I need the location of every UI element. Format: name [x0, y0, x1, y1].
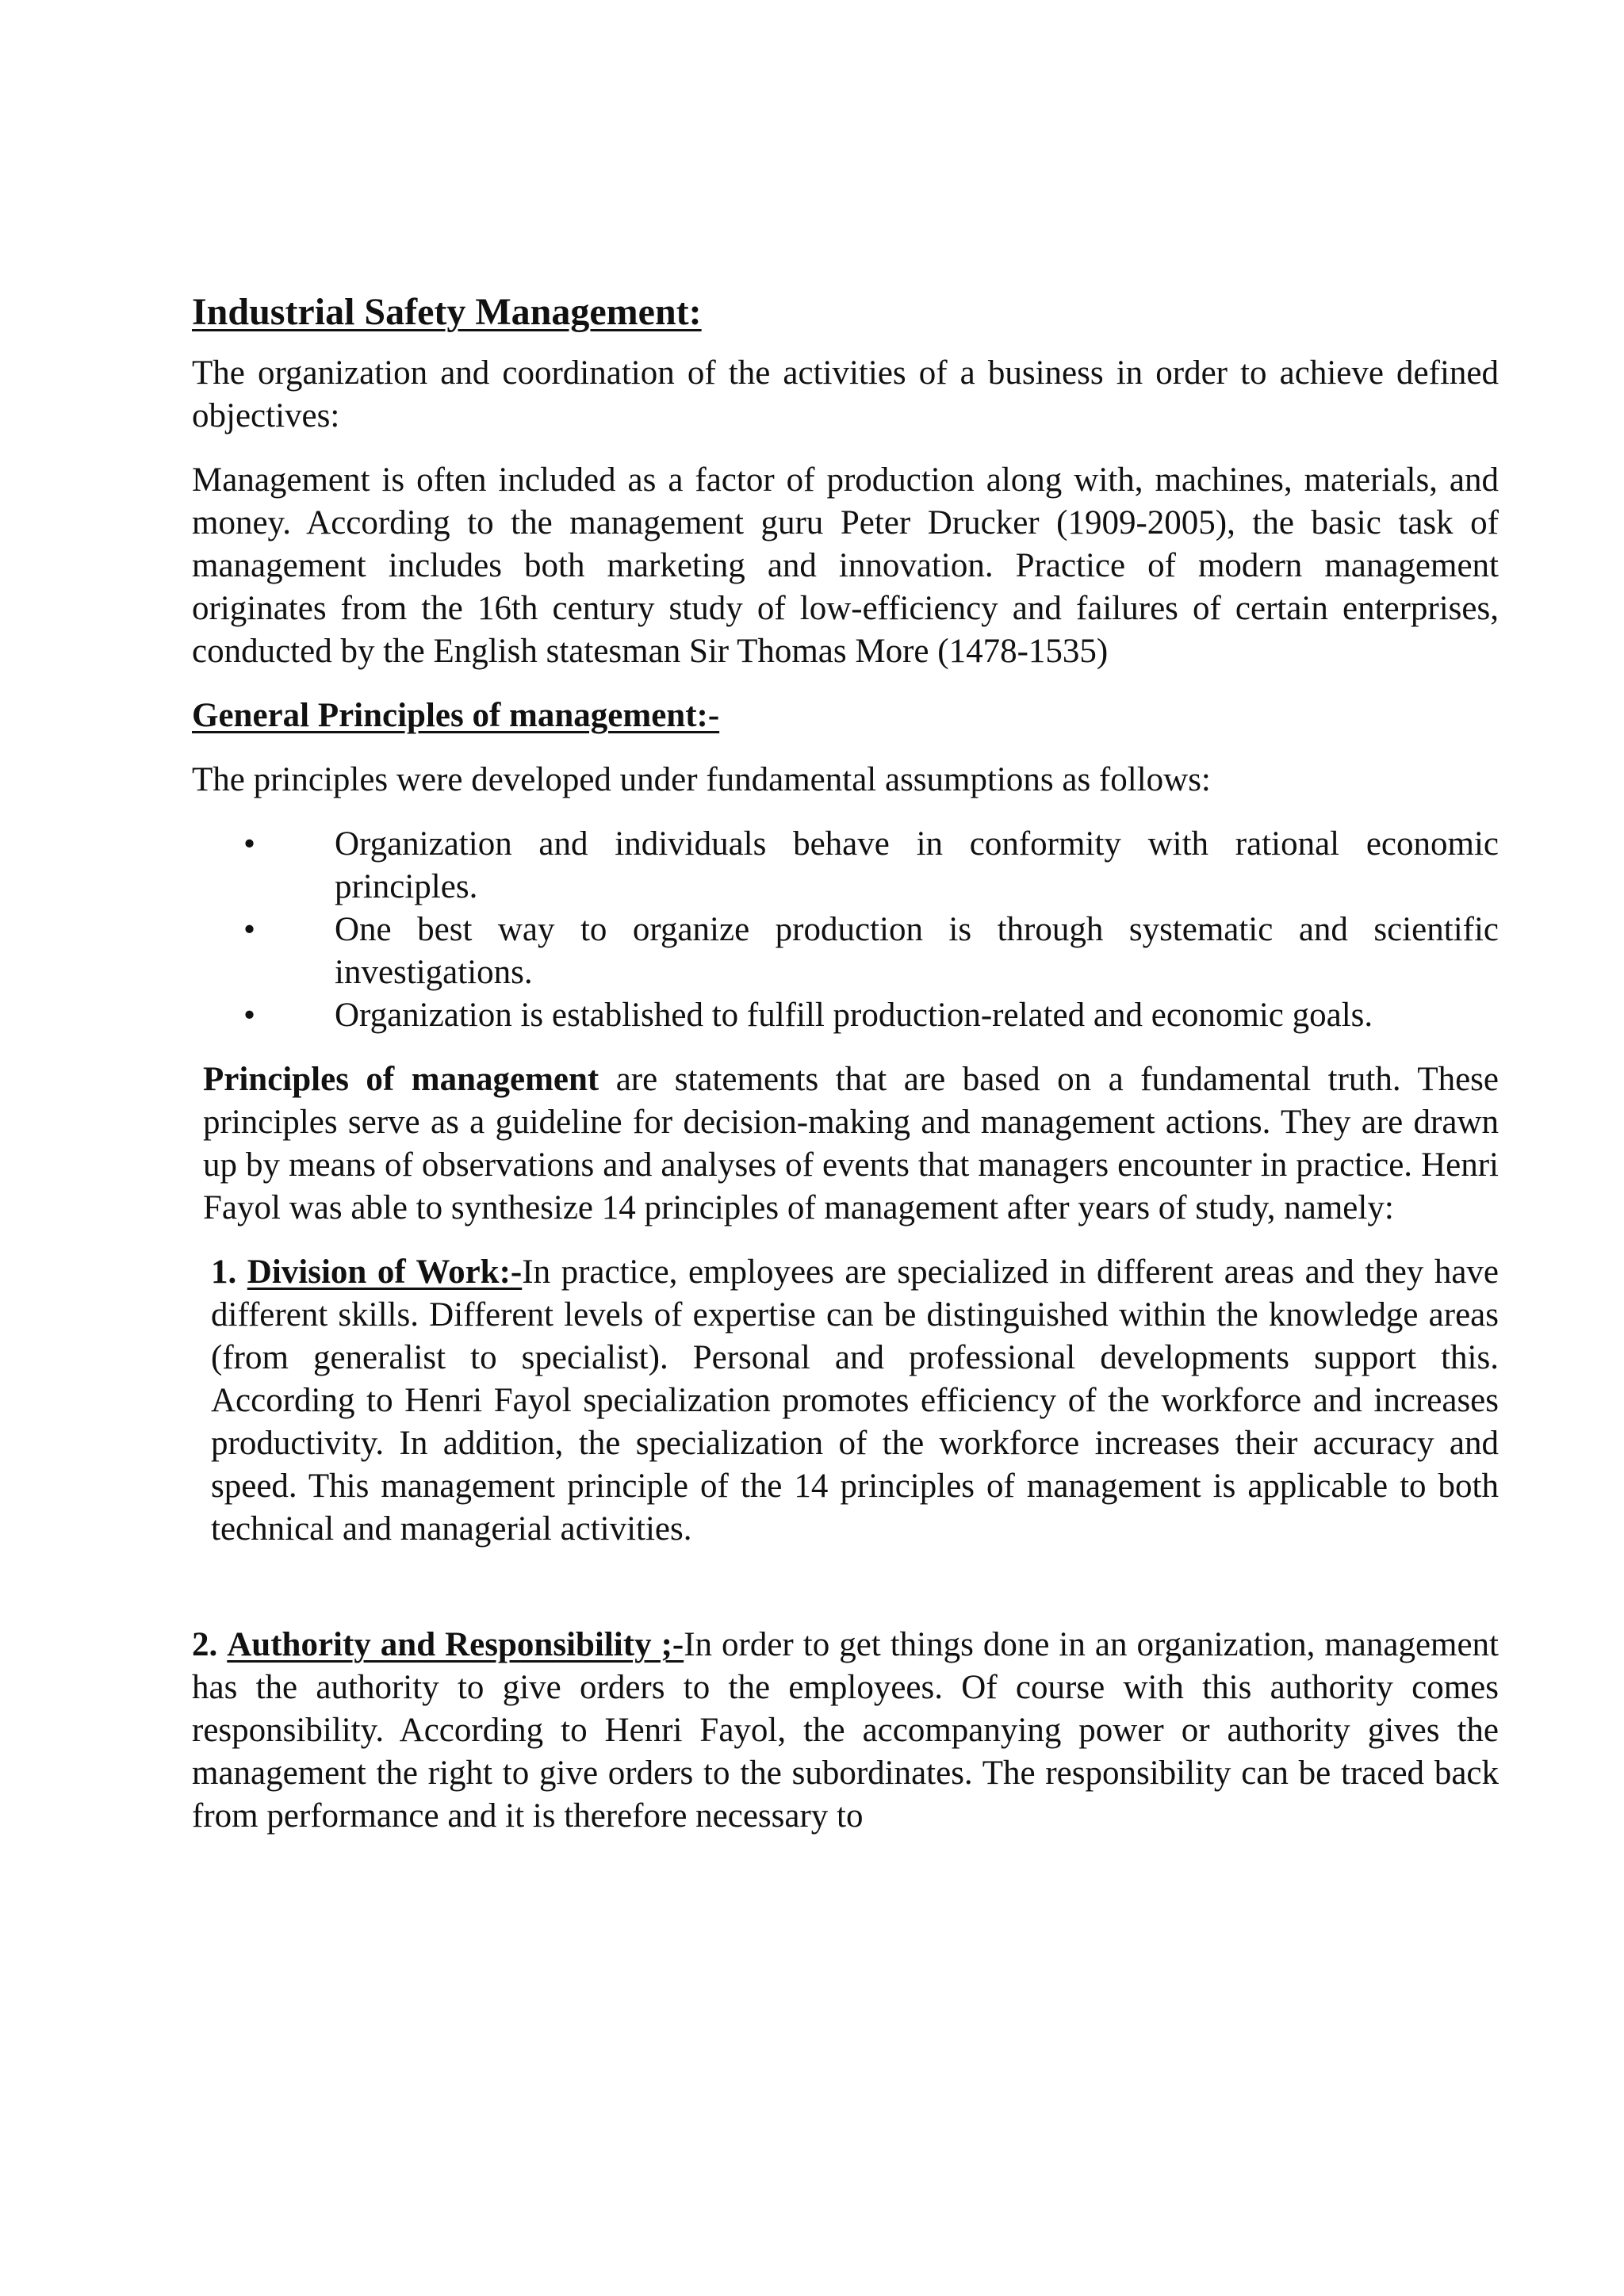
- document-body: [192, 289, 1499, 1859]
- principles-paragraph: [192, 1058, 1499, 1230]
- intro-paragraph: Management is often included as a factor of production along with, machines, materials, and money. According to the management guru Peter Drucker (1909-2005), the basic task of management includes both marketing and innovation. Practice of modern management originates from the 16th century study of low-efficiency and failures of certain enterprises, conducted by the English statesman Sir Thomas More (1478-1535): [192, 461, 1499, 670]
- principles-text: are statements that are based on a fundamental truth. These principles serve as a guideline for decision-making and management actions. They are drawn up by means of observations and analyses of events that managers encounter in practice. Henri Fayol was able to synthesize 14 principles of management after years of study, namely:: [203, 1061, 1500, 1226]
- principles-lead: Principles of management: [203, 1061, 599, 1098]
- list-item: [192, 823, 1499, 909]
- list-item-text: Organization and individuals behave in conformity with rational economic principles.: [335, 825, 1499, 905]
- principle-text: In practice, employees are specialized in different areas and they have different skills. Different levels of expertise can be distinguished within the knowledge areas (from generalist to specialist). Personal and professional developments support this. According to Henri Fayol specialization promotes efficiency of the workforce and increases productivity. In addition, the specialization of the workforce increases their accuracy and speed. This management principle of the 14 principles of management is applicable to both technical and managerial activities.: [211, 1253, 1499, 1548]
- assumptions-intro: The principles were developed under fundamental assumptions as follows:: [192, 761, 1211, 798]
- principle-number: 2.: [192, 1626, 218, 1663]
- principle-text: In order to get things done in an organization, management has the authority to give orders to the employees. Of course with this authority comes responsibility. According to Henri Fayol, the accompanying power or authority gives the management the right to give orders to the subordinates. The responsibility can be traced back from performance and it is therefore necessary to: [192, 1626, 1500, 1835]
- page-title: Industrial Safety Management:: [192, 291, 702, 333]
- bullet-icon: •: [243, 825, 256, 863]
- list-item: [192, 909, 1499, 994]
- principle-item-authority: [192, 1624, 1499, 1838]
- general-principles-heading: General Principles of management:-: [192, 697, 720, 734]
- principle-heading: Authority and Responsibility ;-: [227, 1626, 684, 1663]
- definition-paragraph: The organization and coordination of the activities of a business in order to achieve defined objectives:: [192, 354, 1499, 434]
- list-item: [192, 994, 1499, 1037]
- list-item-text: One best way to organize production is through systematic and scientific investigations.: [335, 911, 1499, 991]
- principle-number: 1.: [211, 1253, 237, 1291]
- principle-item-division-of-work: [211, 1251, 1499, 1551]
- principle-heading: Division of Work:-: [247, 1253, 523, 1291]
- assumptions-list: [192, 823, 1499, 1037]
- bullet-icon: •: [243, 911, 256, 948]
- bullet-icon: •: [243, 997, 256, 1034]
- list-item-text: Organization is established to fulfill production-related and economic goals.: [335, 997, 1373, 1034]
